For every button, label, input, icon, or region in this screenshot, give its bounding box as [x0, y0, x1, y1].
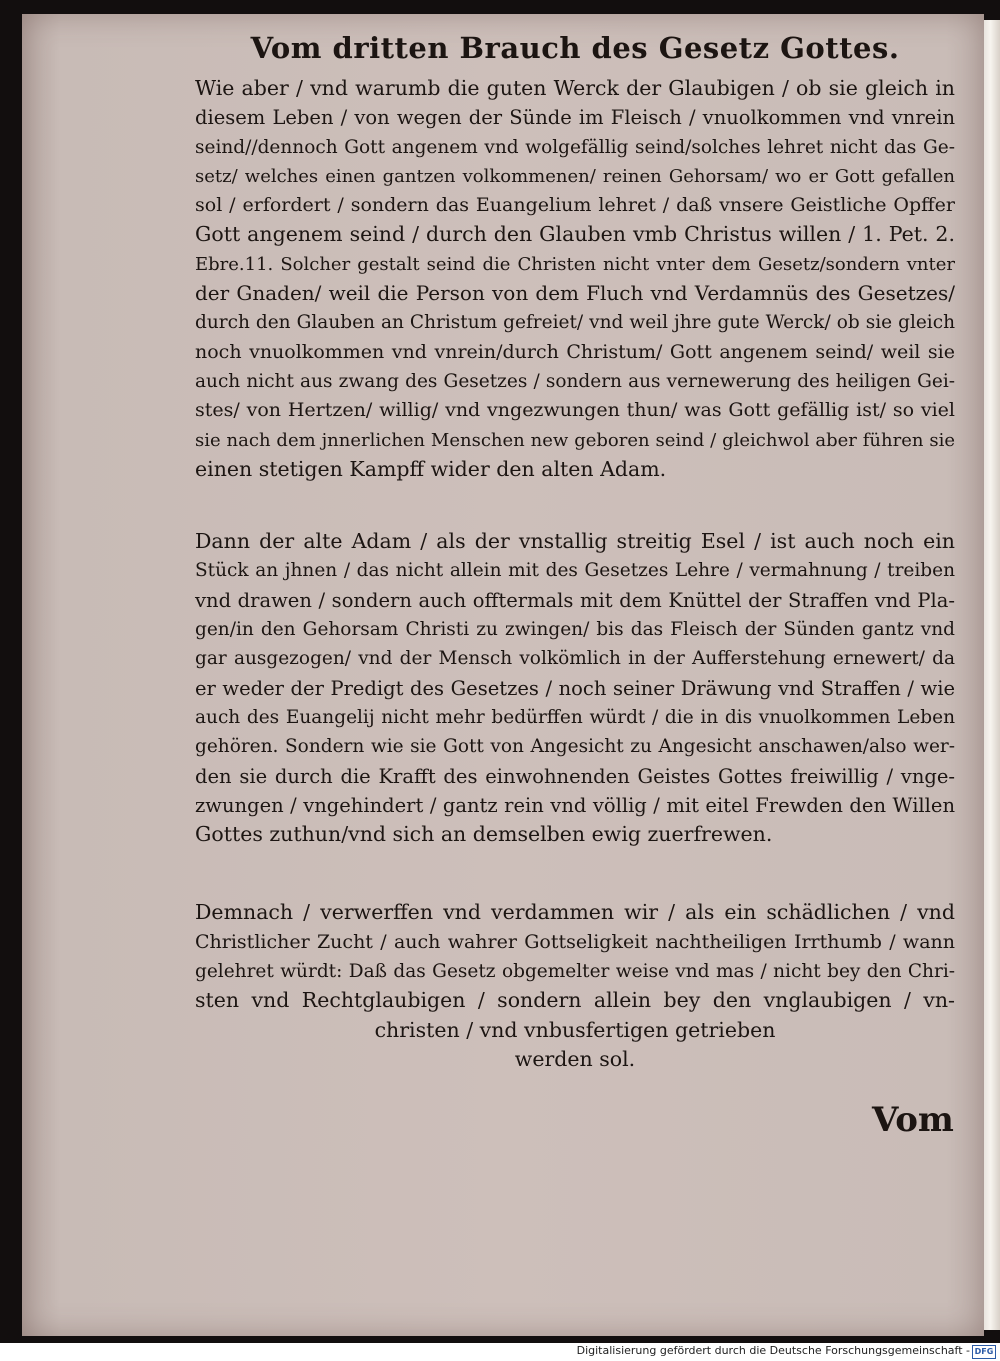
text-line: sol / erfordert / sondern das Euangelium lehret / daß vnsere Geistliche Opffer: [195, 194, 955, 217]
text-line: Demnach / verwerffen vnd verdammen wir / als ein schädlichen / vnd: [195, 900, 955, 925]
text-line: diesem Leben / von wegen der Sünde im Fleisch / vnuolkommen vnd vnrein: [195, 106, 955, 130]
paragraph-2: [195, 527, 955, 849]
text-line: Gott angenem seind / durch den Glauben vmb Christus willen / 1. Pet. 2.: [195, 222, 955, 247]
dfg-logo-icon: DFG: [972, 1345, 996, 1359]
text-line: sie nach dem jnnerlichen Menschen new geboren seind / gleichwol aber führen sie: [195, 429, 955, 451]
text-line: Dann der alte Adam / als der vnstallig streitig Esel / ist auch noch ein: [195, 529, 955, 554]
closing-line: werden sol.: [514, 1046, 636, 1071]
paragraph-3: [195, 898, 955, 1074]
text-line: setz/ welches einen gantzen volkommenen/ reinen Gehorsam/ wo er Gott gefallen: [195, 165, 955, 187]
text-line: Ebre.11. Solcher gestalt seind die Christen nicht vnter dem Gesetz/sondern vnter: [195, 253, 955, 275]
footer-credit: Digitalisierung gefördert durch die Deutsche Forschungsgemeinschaft -: [576, 1344, 970, 1357]
text-line: zwungen / vngehindert / gantz rein vnd völlig / mit eitel Frewden den Willen: [195, 793, 955, 817]
text-line: er weder der Predigt des Gesetzes / noch seiner Dräwung vnd Straffen / wie: [195, 676, 955, 700]
footer-bar: [0, 1343, 1000, 1361]
page-edge: [984, 20, 1000, 1330]
text-line: seind//dennoch Gott angenem vnd wolgefällig seind/solches lehret nicht das Ge-: [195, 136, 955, 158]
paragraph-gap: [195, 484, 955, 527]
text-line: noch vnuolkommen vnd vnrein/durch Christum/ Gott angenem seind/ weil sie: [195, 340, 955, 363]
text-line: gar ausgezogen/ vnd der Mensch volkömlich in der Aufferstehung ernewert/ da: [195, 648, 955, 670]
text-line: stes/ von Hertzen/ willig/ vnd vngezwungen thun/ was Gott gefällig ist/ so viel: [195, 399, 955, 422]
text-line: vnd drawen / sondern auch offtermals mit dem Knüttel der Straffen vnd Pla-: [195, 588, 955, 612]
text-line: Stück an jhnen / das nicht allein mit des Gesetzes Lehre / vermahnung / treiben: [195, 560, 955, 582]
text-line: der Gnaden/ weil die Person von dem Fluch vnd Verdamnüs des Gesetzes/: [195, 281, 955, 306]
catchword: Vom: [872, 1100, 954, 1140]
text-line: gelehret würdt: Daß das Gesetz obgemelter weise vnd mas / nicht bey den Chri-: [195, 961, 955, 983]
closing-line: christen / vnd vnbusfertigen getrieben: [374, 1017, 776, 1042]
page-header: Vom dritten Brauch des Gesetz Gottes.: [250, 31, 900, 65]
text-line: einen stetigen Kampff wider den alten Adam.: [195, 456, 667, 481]
text-line: auch nicht aus zwang des Gesetzes / sondern aus vernewerung des heiligen Gei-: [195, 370, 955, 392]
text-line: Christlicher Zucht / auch wahrer Gottseligkeit nachtheiligen Irrthumb / wann: [195, 930, 955, 953]
text-line: Gottes zuthun/vnd sich an demselben ewig zuerfrewen.: [195, 822, 773, 847]
text-line: den sie durch die Krafft des einwohnenden Geistes Gottes freiwillig / vnge-: [195, 764, 955, 788]
page-text: [195, 30, 955, 1074]
text-line: sten vnd Rechtglaubigen / sondern allein bey den vnglaubigen / vn-: [195, 988, 955, 1013]
text-line: gehören. Sondern wie sie Gott von Angesicht zu Angesicht anschawen/also wer-: [195, 736, 955, 758]
paragraph-1: [195, 74, 955, 484]
text-line: gen/in den Gehorsam Christi zu zwingen/ bis das Fleisch der Sünden gantz vnd: [195, 619, 955, 641]
text-line: Wie aber / vnd warumb die guten Werck der Glaubigen / ob sie gleich in: [195, 76, 955, 100]
text-line: auch des Euangelij nicht mehr bedürffen würdt / die in dis vnuolkommen Leben: [195, 706, 955, 728]
text-line: durch den Glauben an Christum gefreiet/ vnd weil jhre gute Werck/ ob sie gleich: [195, 312, 955, 334]
paragraph-gap: [195, 849, 955, 898]
